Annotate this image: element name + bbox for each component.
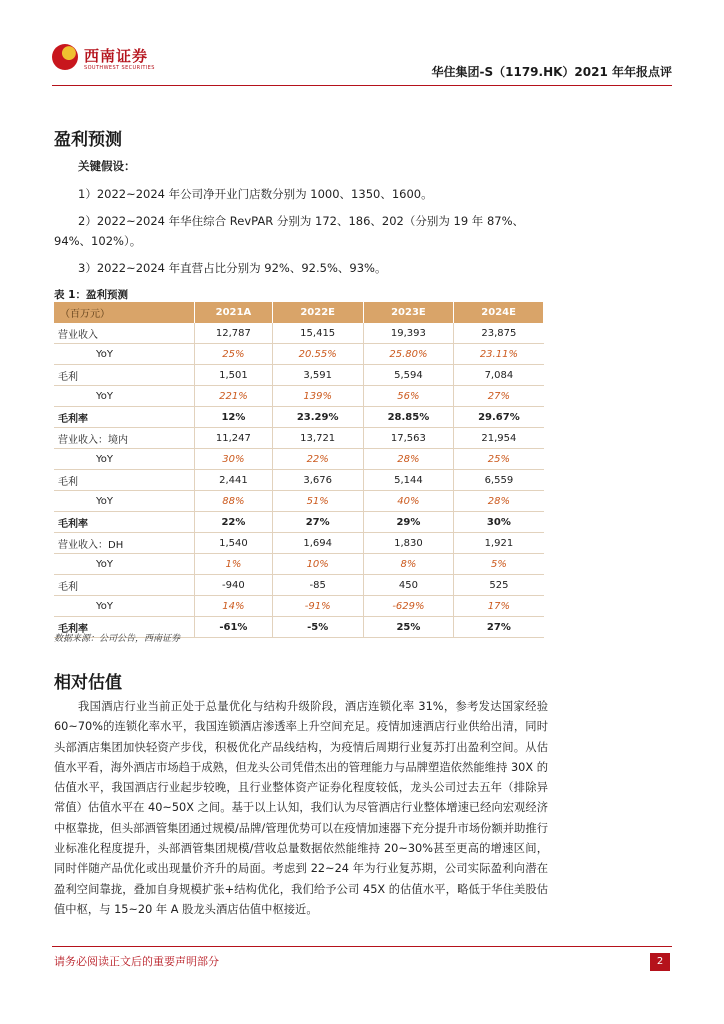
cell-value: 27%	[272, 512, 363, 533]
cell-value: 7,084	[454, 365, 544, 386]
header-2022e: 2022E	[272, 302, 363, 323]
footer-disclaimer: 请务必阅读正文后的重要声明部分	[54, 955, 219, 968]
row-label: 营业收入：DH	[54, 533, 195, 554]
row-label: 毛利	[54, 575, 195, 596]
header-divider	[52, 85, 672, 86]
page-number: 2	[650, 953, 670, 971]
cell-value: 25.80%	[363, 344, 454, 365]
table-header-row	[54, 302, 544, 323]
assumption-2: 2）2022~2024 年华住综合 RevPAR 分别为 172、186、202（分别为 19 年 87%、94%、102%）。	[54, 214, 525, 248]
cell-value: 21,954	[454, 428, 544, 449]
logo-sun-icon	[52, 44, 78, 70]
row-label: 营业收入：境内	[54, 428, 195, 449]
table-row	[54, 470, 544, 491]
cell-value: -61%	[195, 617, 273, 638]
row-label: YoY	[54, 596, 195, 617]
assumption-1: 1）2022~2024 年公司净开业门店数分别为 1000、1350、1600。	[78, 187, 433, 201]
cell-value: 30%	[195, 449, 273, 470]
table-row	[54, 386, 544, 407]
assumption-3: 3）2022~2024 年直营占比分别为 92%、92.5%、93%。	[78, 261, 387, 275]
row-label: YoY	[54, 386, 195, 407]
profit-forecast-table	[54, 302, 544, 638]
table-row	[54, 428, 544, 449]
header-2023e: 2023E	[363, 302, 454, 323]
cell-value: -91%	[272, 596, 363, 617]
cell-value: 40%	[363, 491, 454, 512]
cell-value: 221%	[195, 386, 273, 407]
table-row	[54, 449, 544, 470]
cell-value: 11,247	[195, 428, 273, 449]
cell-value: 23,875	[454, 323, 544, 344]
row-label: 毛利	[54, 365, 195, 386]
cell-value: 28.85%	[363, 407, 454, 428]
row-label: 营业收入	[54, 323, 195, 344]
cell-value: 5,594	[363, 365, 454, 386]
table-row	[54, 533, 544, 554]
cell-value: 22%	[272, 449, 363, 470]
cell-value: 2,441	[195, 470, 273, 491]
cell-value: 28%	[363, 449, 454, 470]
cell-value: 8%	[363, 554, 454, 575]
footer-divider	[52, 946, 672, 947]
row-label: YoY	[54, 554, 195, 575]
cell-value: 12,787	[195, 323, 273, 344]
cell-value: 25%	[195, 344, 273, 365]
cell-value: 1,540	[195, 533, 273, 554]
row-label: 毛利	[54, 470, 195, 491]
relative-valuation-heading: 相对估值	[54, 673, 122, 693]
page-header	[0, 0, 724, 90]
report-title: 华住集团-S（1179.HK）2021 年年报点评	[431, 65, 672, 79]
cell-value: 450	[363, 575, 454, 596]
logo-english-name: SOUTHWEST SECURITIES	[84, 65, 155, 71]
cell-value: 10%	[272, 554, 363, 575]
cell-value: 1,921	[454, 533, 544, 554]
cell-value: 1%	[195, 554, 273, 575]
row-label: YoY	[54, 449, 195, 470]
table-row	[54, 344, 544, 365]
cell-value: 20.55%	[272, 344, 363, 365]
cell-value: 27%	[454, 386, 544, 407]
cell-value: 1,501	[195, 365, 273, 386]
header-2024e: 2024E	[454, 302, 544, 323]
table-row	[54, 512, 544, 533]
table-source-note: 数据来源：公司公告，西南证券	[54, 634, 181, 644]
table-row	[54, 323, 544, 344]
cell-value: 27%	[454, 617, 544, 638]
cell-value: 23.11%	[454, 344, 544, 365]
table-row	[54, 554, 544, 575]
cell-value: 17,563	[363, 428, 454, 449]
cell-value: 3,591	[272, 365, 363, 386]
table-row	[54, 491, 544, 512]
cell-value: 3,676	[272, 470, 363, 491]
cell-value: 15,415	[272, 323, 363, 344]
cell-value: 5%	[454, 554, 544, 575]
cell-value: 12%	[195, 407, 273, 428]
cell-value: 29.67%	[454, 407, 544, 428]
row-label: 毛利率	[54, 407, 195, 428]
cell-value: 56%	[363, 386, 454, 407]
cell-value: 1,830	[363, 533, 454, 554]
cell-value: 5,144	[363, 470, 454, 491]
cell-value: 6,559	[454, 470, 544, 491]
cell-value: 88%	[195, 491, 273, 512]
company-logo	[52, 44, 172, 74]
cell-value: 51%	[272, 491, 363, 512]
cell-value: 23.29%	[272, 407, 363, 428]
row-label: 毛利率	[54, 512, 195, 533]
cell-value: 1,694	[272, 533, 363, 554]
cell-value: 25%	[454, 449, 544, 470]
cell-value: -940	[195, 575, 273, 596]
table-row	[54, 365, 544, 386]
cell-value: 25%	[363, 617, 454, 638]
key-assumptions-label: 关键假设：	[78, 159, 136, 173]
cell-value: 13,721	[272, 428, 363, 449]
cell-value: 17%	[454, 596, 544, 617]
cell-value: 19,393	[363, 323, 454, 344]
cell-value: 139%	[272, 386, 363, 407]
row-label: 毛利率	[54, 617, 195, 638]
header-2021a: 2021A	[195, 302, 273, 323]
table-row	[54, 596, 544, 617]
valuation-paragraph: 我国酒店行业当前正处于总量优化与结构升级阶段，酒店连锁化率 31%，参考发达国家经验 60~70%的连锁化率水平，我国连锁酒店渗透率上升空间充足。疫情加速酒店行业供给出清，同时头部酒店集团加快轻资产步伐，积极优化产品线结构，为疫情后周期行业复苏打出盈利空间。从估值水平看，海外酒店市场趋于成熟，但龙头公司凭借杰出的管理能力与品牌塑造依然能维持 30X 的估值水平，我国酒店行业起步较晚，且行业整体资产证券化程度较低，龙头公司过去五年（排除异常值）估值水平在 40~50X 之间。基于以上认知，我们认为尽管酒店行业整体增速已经向宏观经济中枢靠拢，但头部酒管集团通过规模/品牌/管理优势可以在疫情加速器下充分提升市场份额并助推行业标准化程度提升，头部酒管集团规模/营收总量数据依然能维持 20~30%甚至更高的增速区间，同时伴随产品优化或出现量价齐升的局面。考虑到 22~24 年为行业复苏期，公司实际盈利向潜在盈利空间靠拢，叠加自身规模扩张+结构优化，我们给予公司 45X 的估值水平，略低于华住美股估值中枢，与 15~20 年 A 股龙头酒店估值中枢接近。	[54, 700, 548, 916]
table-row	[54, 407, 544, 428]
cell-value: -85	[272, 575, 363, 596]
cell-value: -5%	[272, 617, 363, 638]
logo-chinese-name: 西南证券	[84, 47, 149, 65]
table-caption: 表 1：盈利预测	[54, 289, 128, 301]
cell-value: 30%	[454, 512, 544, 533]
cell-value: 29%	[363, 512, 454, 533]
cell-value: 22%	[195, 512, 273, 533]
cell-value: 28%	[454, 491, 544, 512]
table-row	[54, 575, 544, 596]
cell-value: -629%	[363, 596, 454, 617]
cell-value: 14%	[195, 596, 273, 617]
profit-forecast-heading: 盈利预测	[54, 130, 122, 150]
cell-value: 525	[454, 575, 544, 596]
row-label: YoY	[54, 344, 195, 365]
header-unit: （百万元）	[54, 302, 195, 323]
row-label: YoY	[54, 491, 195, 512]
